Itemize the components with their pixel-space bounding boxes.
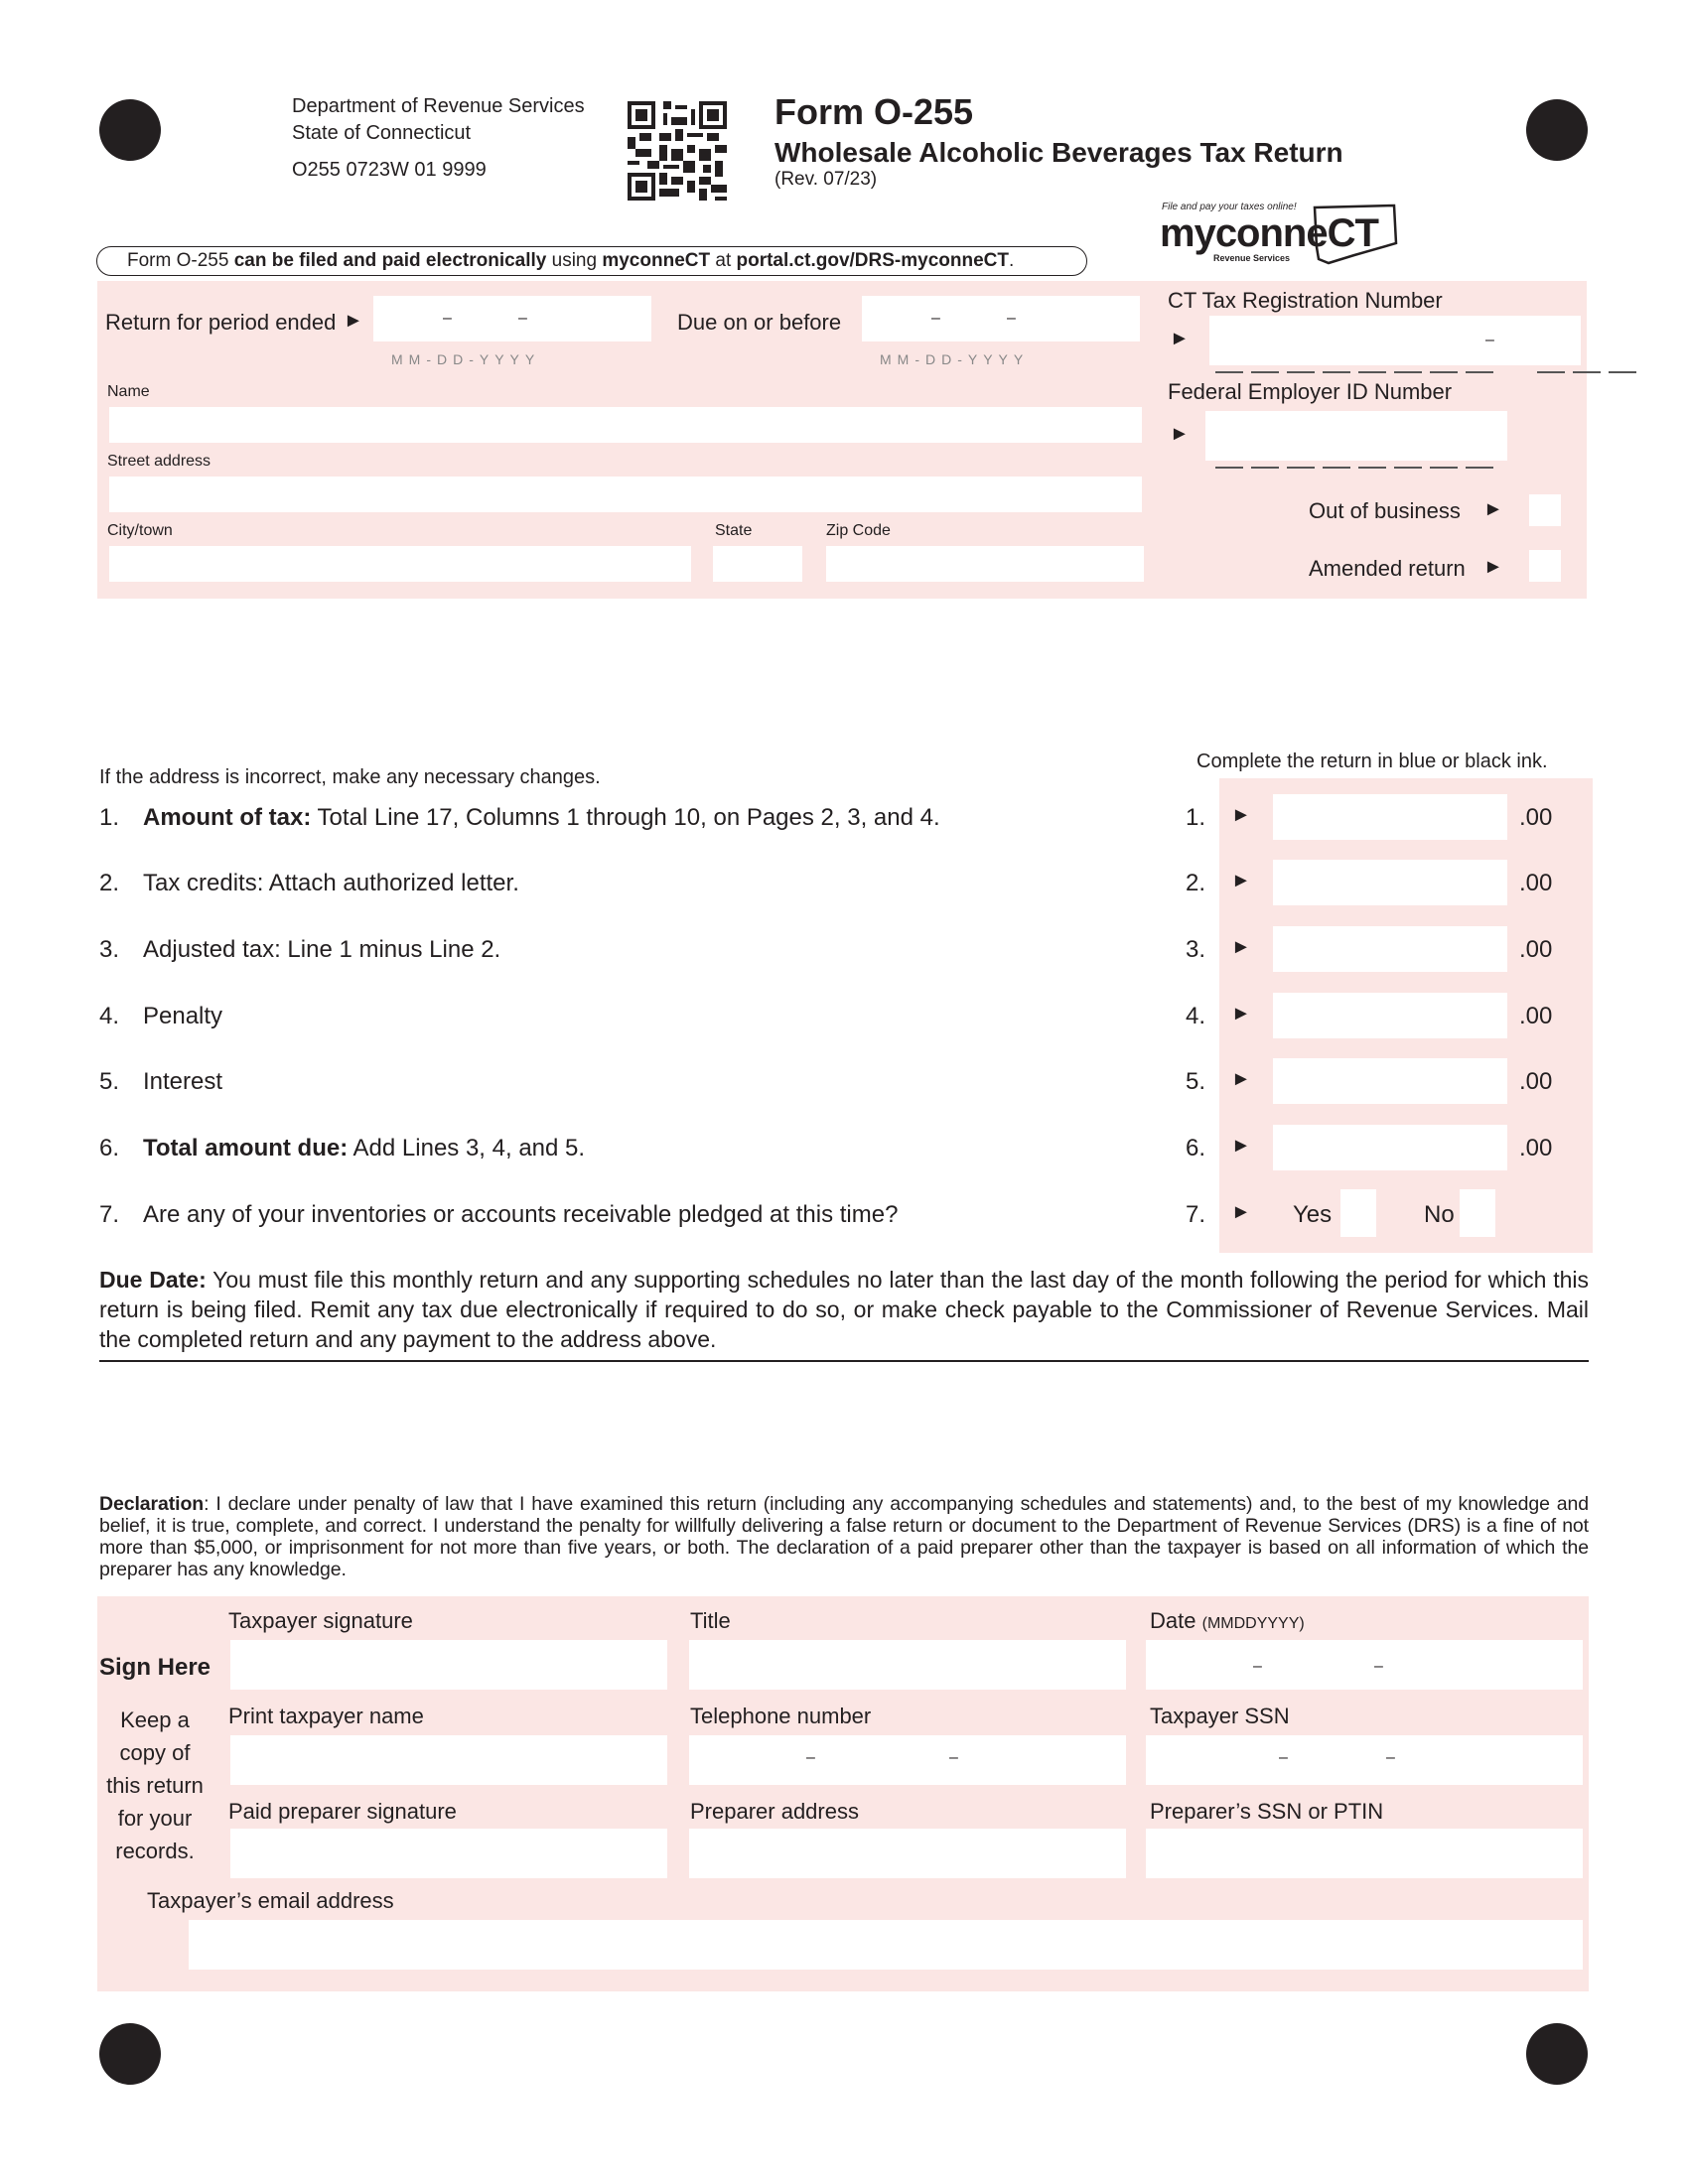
print-name-label: Print taxpayer name [228,1704,424,1728]
telephone-input[interactable] [689,1735,1126,1785]
telephone-label: Telephone number [690,1704,872,1728]
due-date-input[interactable] [862,296,1140,341]
ssn-dash: – [1279,1749,1288,1766]
line-text: Total Line 17, Columns 1 through 10, on Pages 2, 3, and 4. [311,804,940,831]
phone-dash: – [949,1749,958,1766]
zip-label: Zip Code [826,522,891,539]
line-7-no-checkbox[interactable] [1460,1189,1495,1237]
right-line-number: 4. [1186,1003,1206,1029]
keep-copy-line: records. [115,1839,195,1863]
line-bold-text: Amount of tax: [143,804,312,831]
date-dash: – [1007,310,1016,327]
due-date-paragraph [99,1265,1589,1354]
email-label: Taxpayer’s email address [147,1888,394,1913]
ink-note: Complete the return in blue or black ink. [1196,751,1548,772]
registration-dot-top-left [99,99,161,161]
line-2-cents: .00 [1519,870,1553,896]
keep-copy-line: for your [117,1806,193,1831]
arrow-icon: ► [1483,498,1503,520]
reg-dash: – [1485,332,1494,348]
line-5-cents: .00 [1519,1068,1553,1095]
line-text: Penalty [143,1003,223,1029]
due-date-label: Due on or before [677,310,842,335]
date-format-hint: (MMDDYYYY) [1201,1615,1305,1632]
arrow-icon: ► [1231,870,1251,891]
form-title: Wholesale Alcoholic Beverages Tax Return [774,137,1343,168]
arrow-icon: ► [1231,1201,1251,1223]
line-item-6 [99,1135,585,1162]
myconnect-logo [1160,202,1398,273]
ct-reg-underline [1215,371,1636,373]
arrow-icon: ► [1231,1135,1251,1157]
street-input[interactable] [109,477,1142,512]
email-input[interactable] [189,1920,1583,1970]
line-5-amount-input[interactable] [1273,1058,1507,1104]
efile-text-4: myconneCT [602,250,711,271]
declaration-paragraph [99,1493,1589,1580]
arrow-icon: ► [1231,936,1251,958]
line-number: 6. [99,1135,120,1161]
address-note: If the address is incorrect, make any necessary changes. [99,766,601,788]
right-line-number: 6. [1186,1135,1206,1161]
keep-copy-line: Keep a [120,1707,190,1732]
efile-text-5: at [710,250,737,271]
agency-line-2: State of Connecticut [292,122,472,144]
fein-label: Federal Employer ID Number [1168,379,1453,404]
due-date-hint: MM-DD-YYYY [880,351,1030,367]
line-item-1 [99,804,940,832]
logo-text: myconneCT [1160,211,1378,255]
line-number: 7. [99,1201,120,1228]
preparer-signature-label: Paid preparer signature [228,1799,457,1824]
declaration-text: : I declare under penalty of law that I have examined this return (including any accompanying schedules and statements) and, to the best of my knowledge and belief, it is true, complete, and correct. I understand the penalty for willfully delivering a false return or document to the Department of Revenue Services (DRS) is a fine of not more than $5,000, or imprisonment for not more than five years, or both. The declaration of a paid preparer other than the taxpayer is based on all information of which the preparer has any knowledge. [99,1493,1589,1580]
agency-line-1: Department of Revenue Services [292,95,585,117]
line-bold-text: Total amount due: [143,1135,349,1161]
due-date-heading: Due Date: [99,1267,207,1293]
date-dash: – [1253,1658,1262,1675]
line-number: 3. [99,936,120,963]
ssn-input[interactable] [1146,1735,1583,1785]
qr-code [628,101,727,201]
line-1-amount-input[interactable] [1273,794,1507,840]
line-item-4 [99,1003,222,1030]
form-code: O255 0723W 01 9999 [292,159,487,181]
right-line-number: 7. [1186,1201,1206,1228]
arrow-icon: ► [344,310,363,332]
right-line-number: 5. [1186,1068,1206,1095]
line-1-cents: .00 [1519,804,1553,831]
keep-copy-line: this return [106,1773,204,1798]
fein-input[interactable] [1205,411,1507,461]
registration-dot-bottom-left [99,2023,161,2085]
fein-underline [1215,467,1493,469]
line-text: Are any of your inventories or accounts receivable pledged at this time? [143,1201,899,1228]
ssn-label: Taxpayer SSN [1150,1704,1290,1728]
taxpayer-signature-label: Taxpayer signature [228,1608,413,1633]
date-label [1150,1608,1305,1634]
phone-dash: – [806,1749,815,1766]
line-item-7 [99,1201,898,1229]
city-label: City/town [107,522,173,539]
form-number: Form O-255 [774,91,974,132]
line-number: 1. [99,804,120,831]
line-2-amount-input[interactable] [1273,860,1507,905]
efile-text-7: . [1008,250,1015,271]
efile-text-1: Form O-255 [127,250,234,271]
line-item-2 [99,870,519,897]
date-dash: – [1374,1658,1383,1675]
line-number: 2. [99,870,120,896]
line-text: Tax credits: Attach authorized letter. [143,870,519,896]
state-input[interactable] [713,546,802,582]
preparer-ssn-input[interactable] [1146,1829,1583,1878]
ct-reg-input[interactable] [1209,316,1581,365]
efile-banner [96,246,1087,276]
date-dash: – [931,310,940,327]
ct-reg-label: CT Tax Registration Number [1168,288,1443,313]
line-number: 5. [99,1068,120,1095]
preparer-ssn-label: Preparer’s SSN or PTIN [1150,1799,1384,1824]
arrow-icon: ► [1231,1068,1251,1090]
arrow-icon: ► [1231,804,1251,826]
return-period-hint: MM-DD-YYYY [391,351,541,367]
registration-dot-bottom-right [1526,2023,1588,2085]
right-line-number: 1. [1186,804,1206,831]
state-label: State [715,522,753,539]
preparer-address-label: Preparer address [690,1799,859,1824]
line-4-cents: .00 [1519,1003,1553,1029]
line-4-amount-input[interactable] [1273,993,1507,1038]
line-7-yes-checkbox[interactable] [1340,1189,1376,1237]
registration-dot-top-right [1526,99,1588,161]
line-6-amount-input[interactable] [1273,1125,1507,1170]
city-input[interactable] [109,546,691,582]
line-3-cents: .00 [1519,936,1553,963]
right-line-number: 3. [1186,936,1206,963]
date-dash: – [443,310,452,327]
line-text: Interest [143,1068,223,1095]
name-label: Name [107,383,150,400]
return-period-input[interactable] [373,296,651,341]
title-input[interactable] [689,1640,1126,1690]
due-date-text: You must file this monthly return and any supporting schedules no later than the last day of the month following the period for which this return is being filed. Remit any tax due electronically if required to do so, or make check payable to the Commissioner of Revenue Services. Mail the completed return and any payment to the address above. [99,1267,1589,1352]
arrow-icon: ► [1231,1003,1251,1024]
line-6-cents: .00 [1519,1135,1553,1161]
line-7-no-label: No [1424,1201,1455,1228]
name-input[interactable] [109,407,1142,443]
logo-tagline: File and pay your taxes online! [1162,202,1297,212]
right-line-number: 2. [1186,870,1206,896]
arrow-icon: ► [1170,328,1190,349]
line-item-3 [99,936,500,964]
taxpayer-signature-input[interactable] [230,1640,667,1690]
return-period-label: Return for period ended [105,310,337,335]
preparer-signature-input[interactable] [230,1829,667,1878]
signature-date-input[interactable] [1146,1640,1583,1690]
logo-subtitle: Revenue Services [1213,253,1291,263]
line-3-amount-input[interactable] [1273,926,1507,972]
line-number: 4. [99,1003,120,1029]
efile-text-3: using [546,250,603,271]
efile-text-2: can be filed and paid electronically [233,250,547,271]
date-label-text: Date [1150,1608,1196,1633]
sign-here-label: Sign Here [99,1654,211,1681]
form-revision: (Rev. 07/23) [774,169,878,190]
title-label: Title [690,1608,731,1633]
arrow-icon: ► [1483,556,1503,578]
amended-checkbox[interactable] [1529,550,1561,582]
out-of-business-checkbox[interactable] [1529,494,1561,526]
line-item-5 [99,1068,222,1096]
divider [99,1360,1589,1362]
connecticut-outline-icon [1311,204,1400,265]
keep-copy-note [99,1704,211,1867]
date-dash: – [518,310,527,327]
street-label: Street address [107,453,211,470]
declaration-heading: Declaration [99,1493,205,1515]
line-text: Adjusted tax: Line 1 minus Line 2. [143,936,501,963]
amended-label: Amended return [1309,556,1466,581]
zip-input[interactable] [826,546,1144,582]
line-text: Add Lines 3, 4, and 5. [348,1135,586,1161]
preparer-address-input[interactable] [689,1829,1126,1878]
ssn-dash: – [1386,1749,1395,1766]
line-7-yes-label: Yes [1293,1201,1333,1228]
arrow-icon: ► [1170,423,1190,445]
out-of-business-label: Out of business [1309,498,1461,523]
print-name-input[interactable] [230,1735,667,1785]
keep-copy-line: copy of [119,1740,191,1765]
efile-text-6: portal.ct.gov/DRS-myconneCT [736,250,1009,271]
